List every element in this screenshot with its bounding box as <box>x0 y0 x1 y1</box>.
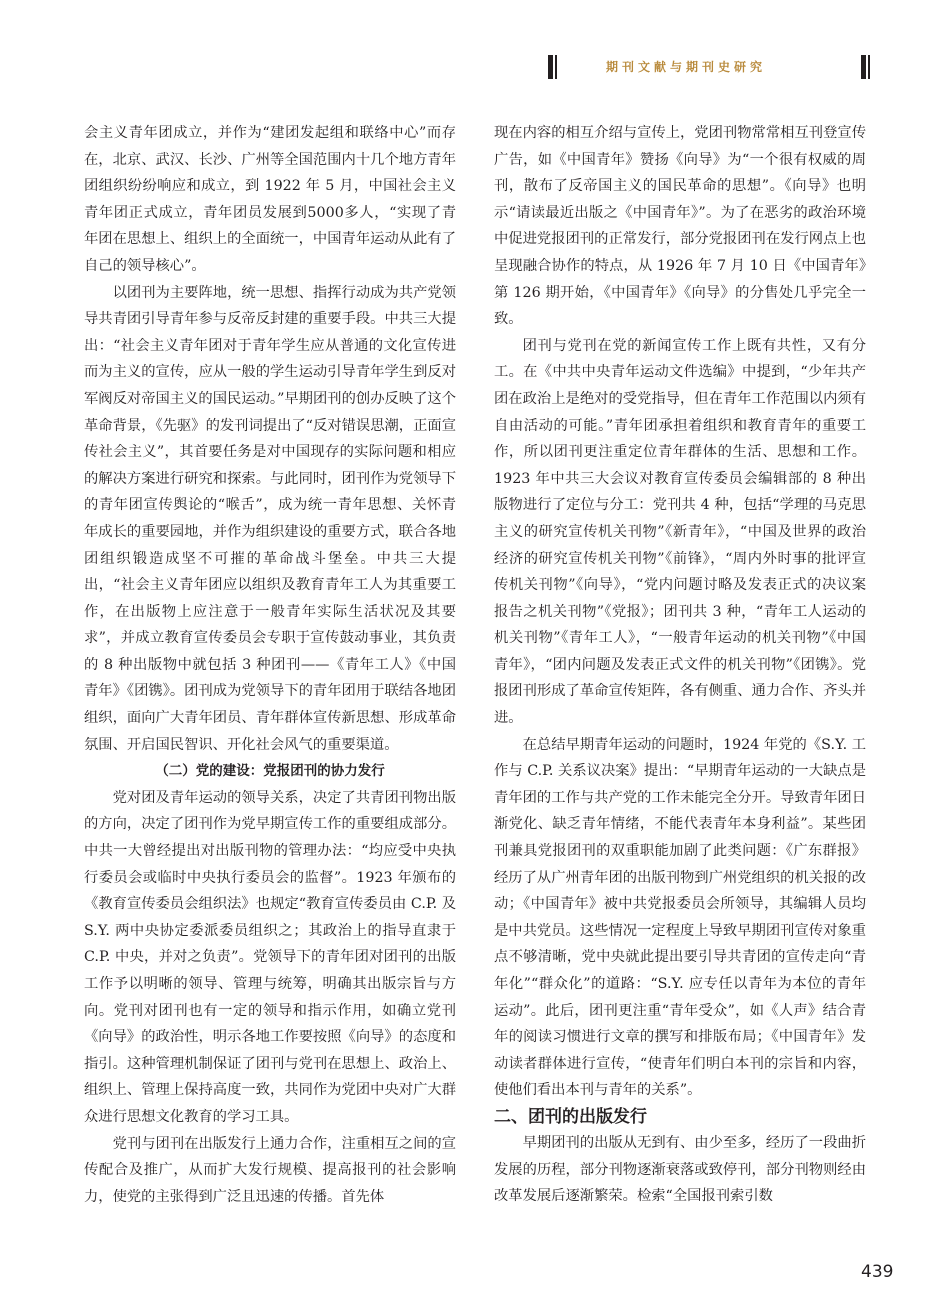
right-column <box>494 120 866 1210</box>
paragraph: 现在内容的相互介绍与宣传上，党团刊物常常相互刊登宣传广告，如《中国青年》赞扬《向导》为“一个很有权威的周刊，散布了反帝国主义的国民革命的思想”。《向导》也明示“请读最近出版之《中国青年》”。为了在恶劣的政治环境中促进党报团刊的正常发行，部分党报团刊在发行网点上也呈现融合协作的特点，从 1926 年 7 月 10 日《中国青年》第 126 期开始，《中国青年》《向导》的分售处几乎完全一致。 <box>494 125 866 328</box>
paragraph: 团刊与党刊在党的新闻宣传工作上既有共性，又有分工。在《中共中央青年运动文件选编》中提到，“少年共产团在政治上是绝对的受党指导，但在青年工作范围以内须有自由活动的可能。”青年团承担着组织和教育青年的重要工作，所以团刊更注重定位青年群体的生活、思想和工作。1923 年中共三大会议对教育宣传委员会编辑部的 8 种出版物进行了定位与分工：党刊共 4 种，包括“学理的马克思主义的研究宣传机关刊物”《新青年》，“中国及世界的政治经济的研究宣传机关刊物”《前锋》，“周内外时事的批评宣传机关刊物”《向导》，“党内问题讨略及发表正式的决议案报告之机关刊物”《党报》；团刊共 3 种，“青年工人运动的机关刊物”《青年工人》，“一般青年运动的机关刊物”《中国青年》，“团内问题及发表正式文件的机关刊物”《团镌》。党报团刊形成了革命宣传矩阵，各有侧重、通力合作、齐头并进。 <box>494 337 866 727</box>
paragraph: 党刊与团刊在出版发行上通力合作，注重相互之间的宣传配合及推广，从而扩大发行规模、提高报刊的社会影响力，使党的主张得到广泛且迅速的传播。首先体 <box>84 1135 456 1205</box>
paragraph: 党对团及青年运动的领导关系，决定了共青团刊物出版的方向，决定了团刊作为党早期宣传工作的重要组成部分。中共一大曾经提出对出版刊物的管理办法：“均应受中央执行委员会或临时中央执行委员会的监督”。1923 年颁布的《教育宣传委员会组织法》也规定“教育宣传委员由 C.P. 及 S.Y. 两中央协定委派委员组织之；其政治上的指导直隶于 C.P. 中央，并对之负责”。党领导下的青年团对团刊的出版工作予以明晰的领导、管理与统筹，明确其出版宗旨与方向。党刊对团刊也有一定的领导和指示作用，如确立党刊《向导》的政治性，明示各地工作要按照《向导》的态度和指引。这种管理机制保证了团刊与党刊在思想上、政治上、组织上、管理上保持高度一致，共同作为党团中央对广大群众进行思想文化教育的学习工具。 <box>84 789 456 1125</box>
running-title: 期刊文献与期刊史研究 <box>606 60 767 74</box>
paragraph: 会主义青年团成立，并作为“建团发起组和联络中心”而存在，北京、武汉、长沙、广州等全国范围内十几个地方青年团组织纷纷响应和成立，到 1922 年 5 月，中国社会主义青年团正式成立，青年团员发展到5000多人，“实现了青年团在思想上、组织上的全面统一，中国青年运动从此有了自己的领导核心”。 <box>84 125 456 274</box>
subheading: （二）党的建设：党报团刊的协力发行 <box>155 763 385 780</box>
paragraph: 以团刊为主要阵地，统一思想、指挥行动成为共产党领导共青团引导青年参与反帝反封建的重要手段。中共三大提出：“社会主义青年团对于青年学生应从普通的文化宣传进而为主义的宣传，应从一般的学生运动引导青年学生到反对军阀反对帝国主义的国民运动。”早期团刊的创办反映了这个革命背景，《先驱》的发刊词提出了“反对错误思潮，正面宣传社会主义”，其首要任务是对中国现存的实际问题和相应的解决方案进行研究和探索。与此同时，团刊作为党领导下的青年团宣传舆论的“喉舌”，成为统一青年思想、关怀青年成长的重要园地，并作为组织建设的重要方式，联合各地团组织锻造成坚不可摧的革命战斗堡垒。中共三大提出，“社会主义青年团应以组织及教育青年工人为其重要工作，在出版物上应注意于一般青年实际生活状况及其要求”，并成立教育宣传委员会专职于宣传鼓动事业，其负责的 8 种出版物中就包括 3 种团刊——《青年工人》《中国青年》《团镌》。团刊成为党领导下的青年团用于联结各地团组织，面向广大青年团员、青年群体宣传新思想、形成革命氛围、开启国民智识、开化社会风气的重要渠道。 <box>84 284 456 753</box>
paragraph: 早期团刊的出版从无到有、由少至多，经历了一段曲折发展的历程，部分刊物逐渐衰落或致停刊，部分刊物则经由改革发展后逐渐繁荣。检索“全国报刊索引数 <box>494 1134 866 1205</box>
header-bar-left <box>548 55 557 79</box>
header-bar-right <box>861 55 870 79</box>
section-heading: 二、团刊的出版发行 <box>494 1106 647 1127</box>
running-header <box>548 55 870 79</box>
page-number: 439 <box>861 1262 894 1282</box>
left-column <box>84 120 456 1210</box>
paragraph: 在总结早期青年运动的问题时，1924 年党的《S.Y. 工作与 C.P. 关系议决案》提出：“早期青年运动的一大缺点是青年团的工作与共产党的工作未能完全分开。导致青年团日渐党化、缺乏青年情绪，不能代表青年本身利益”。某些团刊兼具党报团刊的双重职能加剧了此类问题：《广东群报》经历了从广州青年团的出版刊物到广州党组织的机关报的改动；《中国青年》被中共党报委员会所领导，其编辑人员均是中共党员。这些情况一定程度上导致早期团刊宣传对象重点不够清晰，党中央就此提出要引导共青团的宣传走向“青年化”“群众化”的道路：“S.Y. 应专任以青年为本位的青年运动”。此后，团刊更注重“青年受众”，如《人声》结合青年的阅读习惯进行文章的撰写和排版布局；《中国青年》发动读者群体进行宣传，“使青年们明白本刊的宗旨和内容，使他们看出本刊与青年的关系”。 <box>494 736 866 1099</box>
